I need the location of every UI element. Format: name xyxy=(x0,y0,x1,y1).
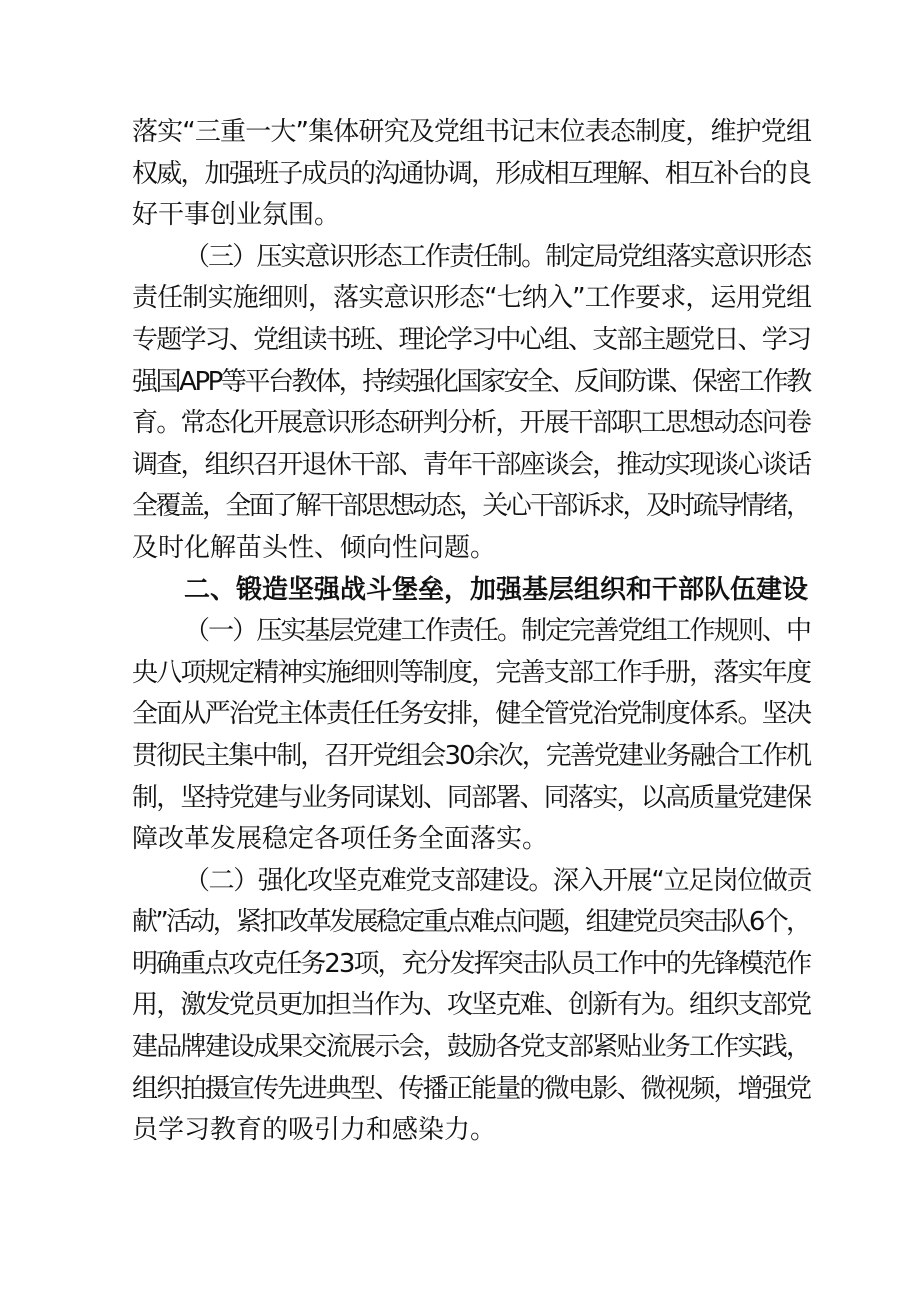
paragraph-line: 贯彻民主集中制，召开党组会30余次，完善党建业务融合工作机 xyxy=(132,740,811,771)
section-heading: 二、锻造坚强战斗堡垒，加强基层组织和干部队伍建设 xyxy=(184,574,809,605)
document-body xyxy=(132,112,812,1152)
paragraph-line: 全面从严治党主体责任任务安排，健全管党治党制度体系。坚决 xyxy=(132,699,811,730)
paragraph-line: 专题学习、党组读书班、理论学习中心组、支部主题党日、学习 xyxy=(132,324,811,355)
paragraph-line: 好干事创业氛围。 xyxy=(132,200,341,231)
paragraph-line: 责任制实施细则，落实意识形态“七纳入”工作要求，运用党组 xyxy=(132,283,812,314)
paragraph-line: 央八项规定精神实施细则等制度，完善支部工作手册，落实年度 xyxy=(132,657,811,688)
paragraph-line: （二）强化攻坚克难党支部建设。深入开展“立足岗位做贡 xyxy=(184,865,812,896)
paragraph-line: 献”活动，紧扣改革发展稳定重点难点问题，组建党员突击队6个， xyxy=(132,907,810,938)
paragraph-line: 育。常态化开展意识形态研判分析，开展干部职工思想动态问卷 xyxy=(132,408,811,439)
paragraph-line: 障改革发展稳定各项任务全面落实。 xyxy=(132,824,549,855)
paragraph-line: 制，坚持党建与业务同谋划、同部署、同落实，以高质量党建保 xyxy=(132,782,811,813)
paragraph-line: （一）压实基层党建工作责任。制定完善党组工作规则、中 xyxy=(184,616,811,647)
paragraph-line: 落实“三重一大”集体研究及党组书记末位表态制度，维护党组 xyxy=(132,117,812,147)
paragraph-line: 建品牌建设成果交流展示会，鼓励各党支部紧贴业务工作实践， xyxy=(132,1032,811,1063)
paragraph-line: 员学习教育的吸引力和感染力。 xyxy=(132,1115,497,1146)
paragraph-line: 调查，组织召开退休干部、青年干部座谈会，推动实现谈心谈话 xyxy=(132,449,811,480)
paragraph-line: 组织拍摄宣传先进典型、传播正能量的微电影、微视频，增强党 xyxy=(132,1073,811,1104)
paragraph-line: 明确重点攻克任务23项，充分发挥突击队员工作中的先锋模范作 xyxy=(132,948,811,979)
paragraph-line: 权威，加强班子成员的沟通协调，形成相互理解、相互补台的良 xyxy=(132,158,811,189)
paragraph-line: 及时化解苗头性、倾向性问题。 xyxy=(132,532,497,563)
paragraph-line: 强国APP等平台教体，持续强化国家安全、反间防谍、保密工作教 xyxy=(132,366,810,397)
paragraph-line: 用，激发党员更加担当作为、攻坚克难、创新有为。组织支部党 xyxy=(132,990,811,1021)
paragraph-line: （三）压实意识形态工作责任制。制定局党组落实意识形态 xyxy=(184,241,811,272)
paragraph-line: 全覆盖，全面了解干部思想动态，关心干部诉求，及时疏导情绪， xyxy=(132,491,810,522)
